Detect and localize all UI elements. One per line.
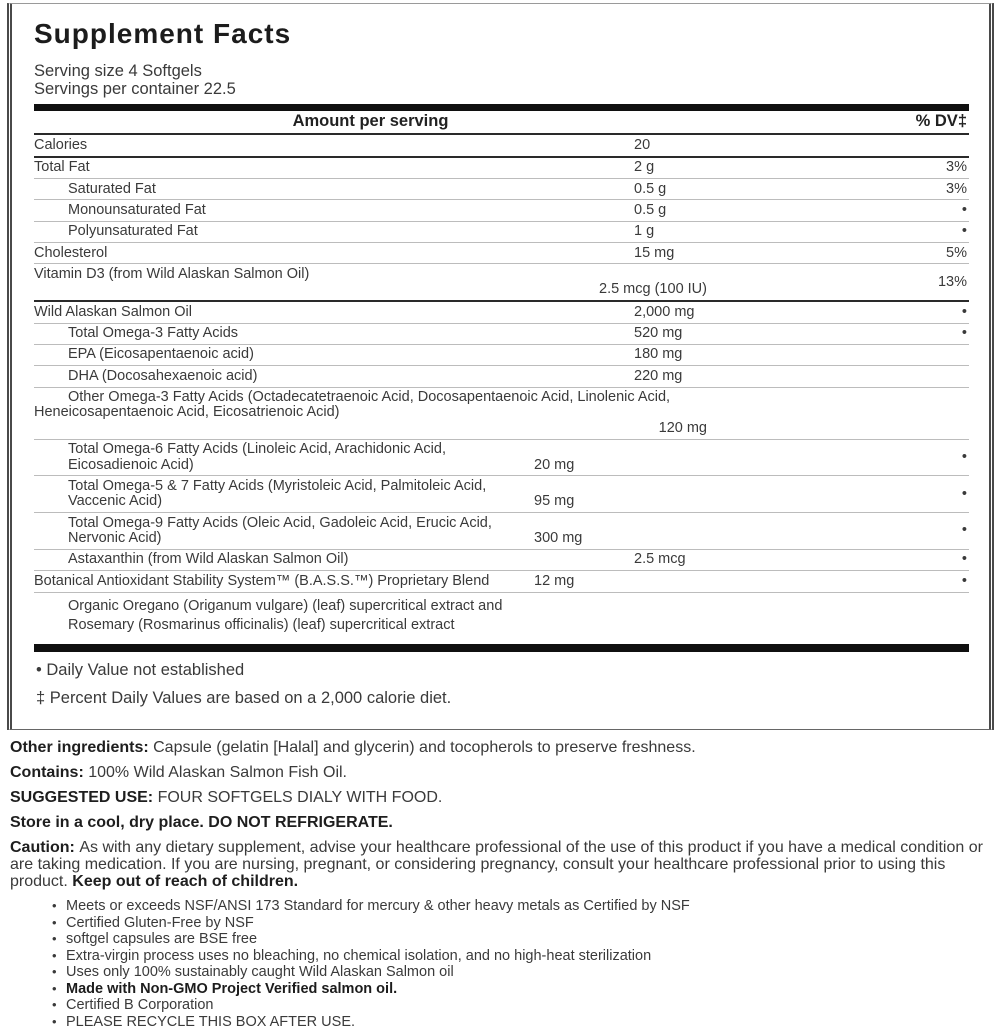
bullet-item	[10, 932, 990, 947]
nutrient-amount: 2,000 mg	[634, 303, 695, 320]
nutrient-amount: 20	[634, 136, 651, 153]
nutrient-row	[34, 263, 969, 300]
servings-per-container: Servings per container 22.5	[34, 80, 236, 99]
nutrient-label: Monounsaturated Fat	[68, 201, 206, 218]
nutrient-dv: •	[961, 325, 967, 342]
footnote-daily-value: • Daily Value not established	[36, 660, 245, 679]
nutrient-label: Total Omega-3 Fatty Acids	[68, 325, 239, 342]
nutrient-label: Polyunsaturated Fat	[68, 223, 198, 240]
nutrient-label: EPA (Eicosapentaenoic acid)	[68, 346, 254, 363]
nutrient-label: Astaxanthin (from Wild Alaskan Salmon Oil)	[68, 551, 349, 568]
nutrient-row	[34, 199, 969, 220]
nutrient-row	[34, 300, 969, 322]
bullet-item	[10, 916, 990, 931]
nutrient-amount: 15 mg	[634, 244, 675, 261]
nutrient-dv: 5%	[946, 244, 967, 261]
bullet-text: PLEASE RECYCLE THIS BOX AFTER USE.	[66, 1013, 356, 1030]
bullet-text: Made with Non-GMO Project Verified salmon oil.	[66, 980, 398, 997]
nutrient-dv: •	[961, 448, 967, 465]
nutrient-row	[34, 156, 969, 178]
nutrient-row	[34, 475, 969, 512]
nutrient-amount: 520 mg	[634, 325, 683, 342]
storage-lead: Store in a cool, dry place. DO NOT REFRIGERATE.	[10, 813, 393, 831]
contains-paragraph	[10, 765, 990, 782]
nutrient-label: Total Fat	[34, 159, 90, 176]
nutrient-amount: 120 mg	[658, 419, 707, 436]
nutrient-dv: •	[961, 485, 967, 502]
nutrient-row	[34, 365, 969, 386]
column-header-row	[34, 111, 969, 135]
footnote-percent-dv: ‡ Percent Daily Values are based on a 2,000 calorie diet.	[36, 688, 452, 707]
nutrient-amount: 20 mg	[534, 456, 575, 473]
bullet-icon: •	[52, 947, 57, 963]
storage-paragraph	[10, 815, 990, 832]
caution-text: As with any dietary supplement, advise your healthcare professional of the use of this product if you have a medical condition or are taking medication. If you are nursing, pregnant, or considering pregnancy, consult your healthcare professional prior to using this product.	[10, 838, 983, 890]
other-ingredients-lead: Other ingredients:	[10, 738, 154, 756]
bullet-icon: •	[52, 931, 57, 947]
nutrient-rows	[34, 135, 969, 641]
nutrient-amount: 2.5 mcg (100 IU)	[599, 281, 707, 298]
nutrient-row	[34, 135, 969, 155]
nutrient-amount: 12 mg	[534, 572, 575, 589]
bullet-item	[10, 965, 990, 980]
nutrient-amount: 1 g	[634, 223, 655, 240]
nutrient-label: Total Omega-6 Fatty Acids (Linoleic Acid, Arachidonic Acid, Eicosadienoic Acid)	[68, 441, 446, 473]
panel-title: Supplement Facts	[34, 18, 292, 49]
nutrient-label: Total Omega-5 & 7 Fatty Acids (Myristoleic Acid, Palmitoleic Acid, Vaccenic Acid)	[68, 477, 487, 510]
supplement-facts-panel	[7, 3, 994, 730]
caution-lead: Keep out of reach of children.	[72, 872, 299, 890]
suggested-use-text: FOUR SOFTGELS DIALY WITH FOOD.	[157, 788, 443, 806]
suggested-use-paragraph	[10, 790, 990, 807]
nutrient-label: Total Omega-9 Fatty Acids (Oleic Acid, Gadoleic Acid, Erucic Acid, Nervonic Acid)	[68, 514, 492, 546]
nutrient-amount: 0.5 g	[634, 201, 667, 218]
nutrient-amount: 300 mg	[534, 529, 583, 546]
bullet-item	[10, 899, 990, 914]
nutrient-label: Cholesterol	[34, 244, 108, 261]
contains-text: 100% Wild Alaskan Salmon Fish Oil.	[88, 763, 347, 781]
bullet-icon: •	[52, 914, 57, 930]
bullet-icon: •	[52, 1013, 57, 1029]
caution-lead: Caution:	[10, 838, 80, 856]
bullet-text: Certified Gluten-Free by NSF	[66, 914, 254, 931]
caution-paragraph	[10, 840, 990, 891]
bullet-text: Uses only 100% sustainably caught Wild Alaskan Salmon oil	[66, 964, 454, 981]
bullet-icon: •	[52, 997, 57, 1013]
nutrient-dv: •	[961, 303, 967, 320]
bullet-icon: •	[52, 964, 57, 980]
bullet-item	[10, 949, 990, 964]
suggested-use-lead: SUGGESTED USE:	[10, 788, 158, 806]
info-bullet-list	[10, 899, 990, 1029]
nutrient-label: Botanical Antioxidant Stability System™ (B.A.S.S.™) Proprietary Blend	[34, 572, 490, 589]
nutrient-row	[34, 323, 969, 344]
nutrient-label: Vitamin D3 (from Wild Alaskan Salmon Oil)	[34, 265, 310, 282]
nutrient-amount: 2.5 mcg	[634, 551, 686, 568]
nutrient-amount: 0.5 g	[634, 180, 667, 197]
nutrient-dv: •	[961, 201, 967, 218]
contains-lead: Contains:	[10, 763, 89, 781]
bullet-icon: •	[52, 980, 57, 996]
nutrient-row	[34, 512, 969, 549]
nutrient-amount: 220 mg	[634, 367, 683, 384]
divider-bar-bottom	[34, 644, 969, 652]
bullet-text: Certified B Corporation	[66, 997, 214, 1014]
bullet-icon: •	[52, 898, 57, 914]
amount-per-serving-header: Amount per serving	[292, 112, 449, 131]
nutrient-amount: 95 mg	[534, 493, 575, 510]
other-ingredients-text: Capsule (gelatin [Halal] and glycerin) and tocopherols to preserve freshness.	[153, 738, 696, 756]
nutrient-dv: 3%	[946, 159, 967, 176]
info-paragraphs	[10, 740, 990, 891]
bullet-text: Meets or exceeds NSF/ANSI 173 Standard for mercury & other heavy metals as Certified by NSF	[66, 898, 690, 915]
nutrient-label: Wild Alaskan Salmon Oil	[34, 303, 192, 320]
nutrient-amount: 180 mg	[634, 346, 683, 363]
bullet-text: softgel capsules are BSE free	[66, 931, 258, 948]
nutrient-dv: •	[961, 522, 967, 539]
nutrient-dv: •	[961, 572, 967, 589]
nutrient-row	[34, 570, 969, 591]
other-ingredients-paragraph	[10, 740, 990, 757]
nutrient-label: Other Omega-3 Fatty Acids (Octadecatetraenoic Acid, Docosapentaenoic Acid, Linolenic Acid, Heneicosapentaenoic Acid, Eicosatrienoic Acid)	[34, 389, 671, 421]
bullet-item	[10, 998, 990, 1013]
nutrient-row	[34, 344, 969, 365]
nutrient-label: Organic Oregano (Origanum vulgare) (leaf) supercritical extract and Rosemary (Rosmarinus officinalis) (leaf) supercritical extract	[68, 597, 503, 633]
bullet-text: Extra-virgin process uses no bleaching, no chemical isolation, and no high-heat sterilization	[66, 947, 652, 964]
nutrient-label: Saturated Fat	[68, 180, 156, 197]
nutrient-row	[34, 242, 969, 263]
nutrient-dv: 3%	[946, 180, 967, 197]
nutrient-label: Calories	[34, 136, 88, 153]
nutrient-dv: 13%	[937, 273, 967, 290]
nutrient-dv: •	[961, 551, 967, 568]
bullet-item	[10, 1015, 990, 1030]
percent-dv-header: % DV‡	[915, 112, 967, 131]
nutrient-label: DHA (Docosahexaenoic acid)	[68, 367, 258, 384]
nutrient-row	[34, 221, 969, 242]
label-info-section	[10, 740, 990, 1030]
divider-bar-top	[34, 104, 969, 111]
nutrient-dv: •	[961, 223, 967, 240]
nutrient-row	[34, 439, 969, 476]
nutrient-row	[34, 387, 969, 439]
nutrient-row	[34, 592, 969, 641]
nutrient-row	[34, 178, 969, 199]
nutrient-row	[34, 549, 969, 570]
serving-size: Serving size 4 Softgels	[34, 62, 202, 80]
footnotes	[34, 652, 969, 721]
nutrient-amount: 2 g	[634, 159, 655, 176]
bullet-item	[10, 982, 990, 997]
